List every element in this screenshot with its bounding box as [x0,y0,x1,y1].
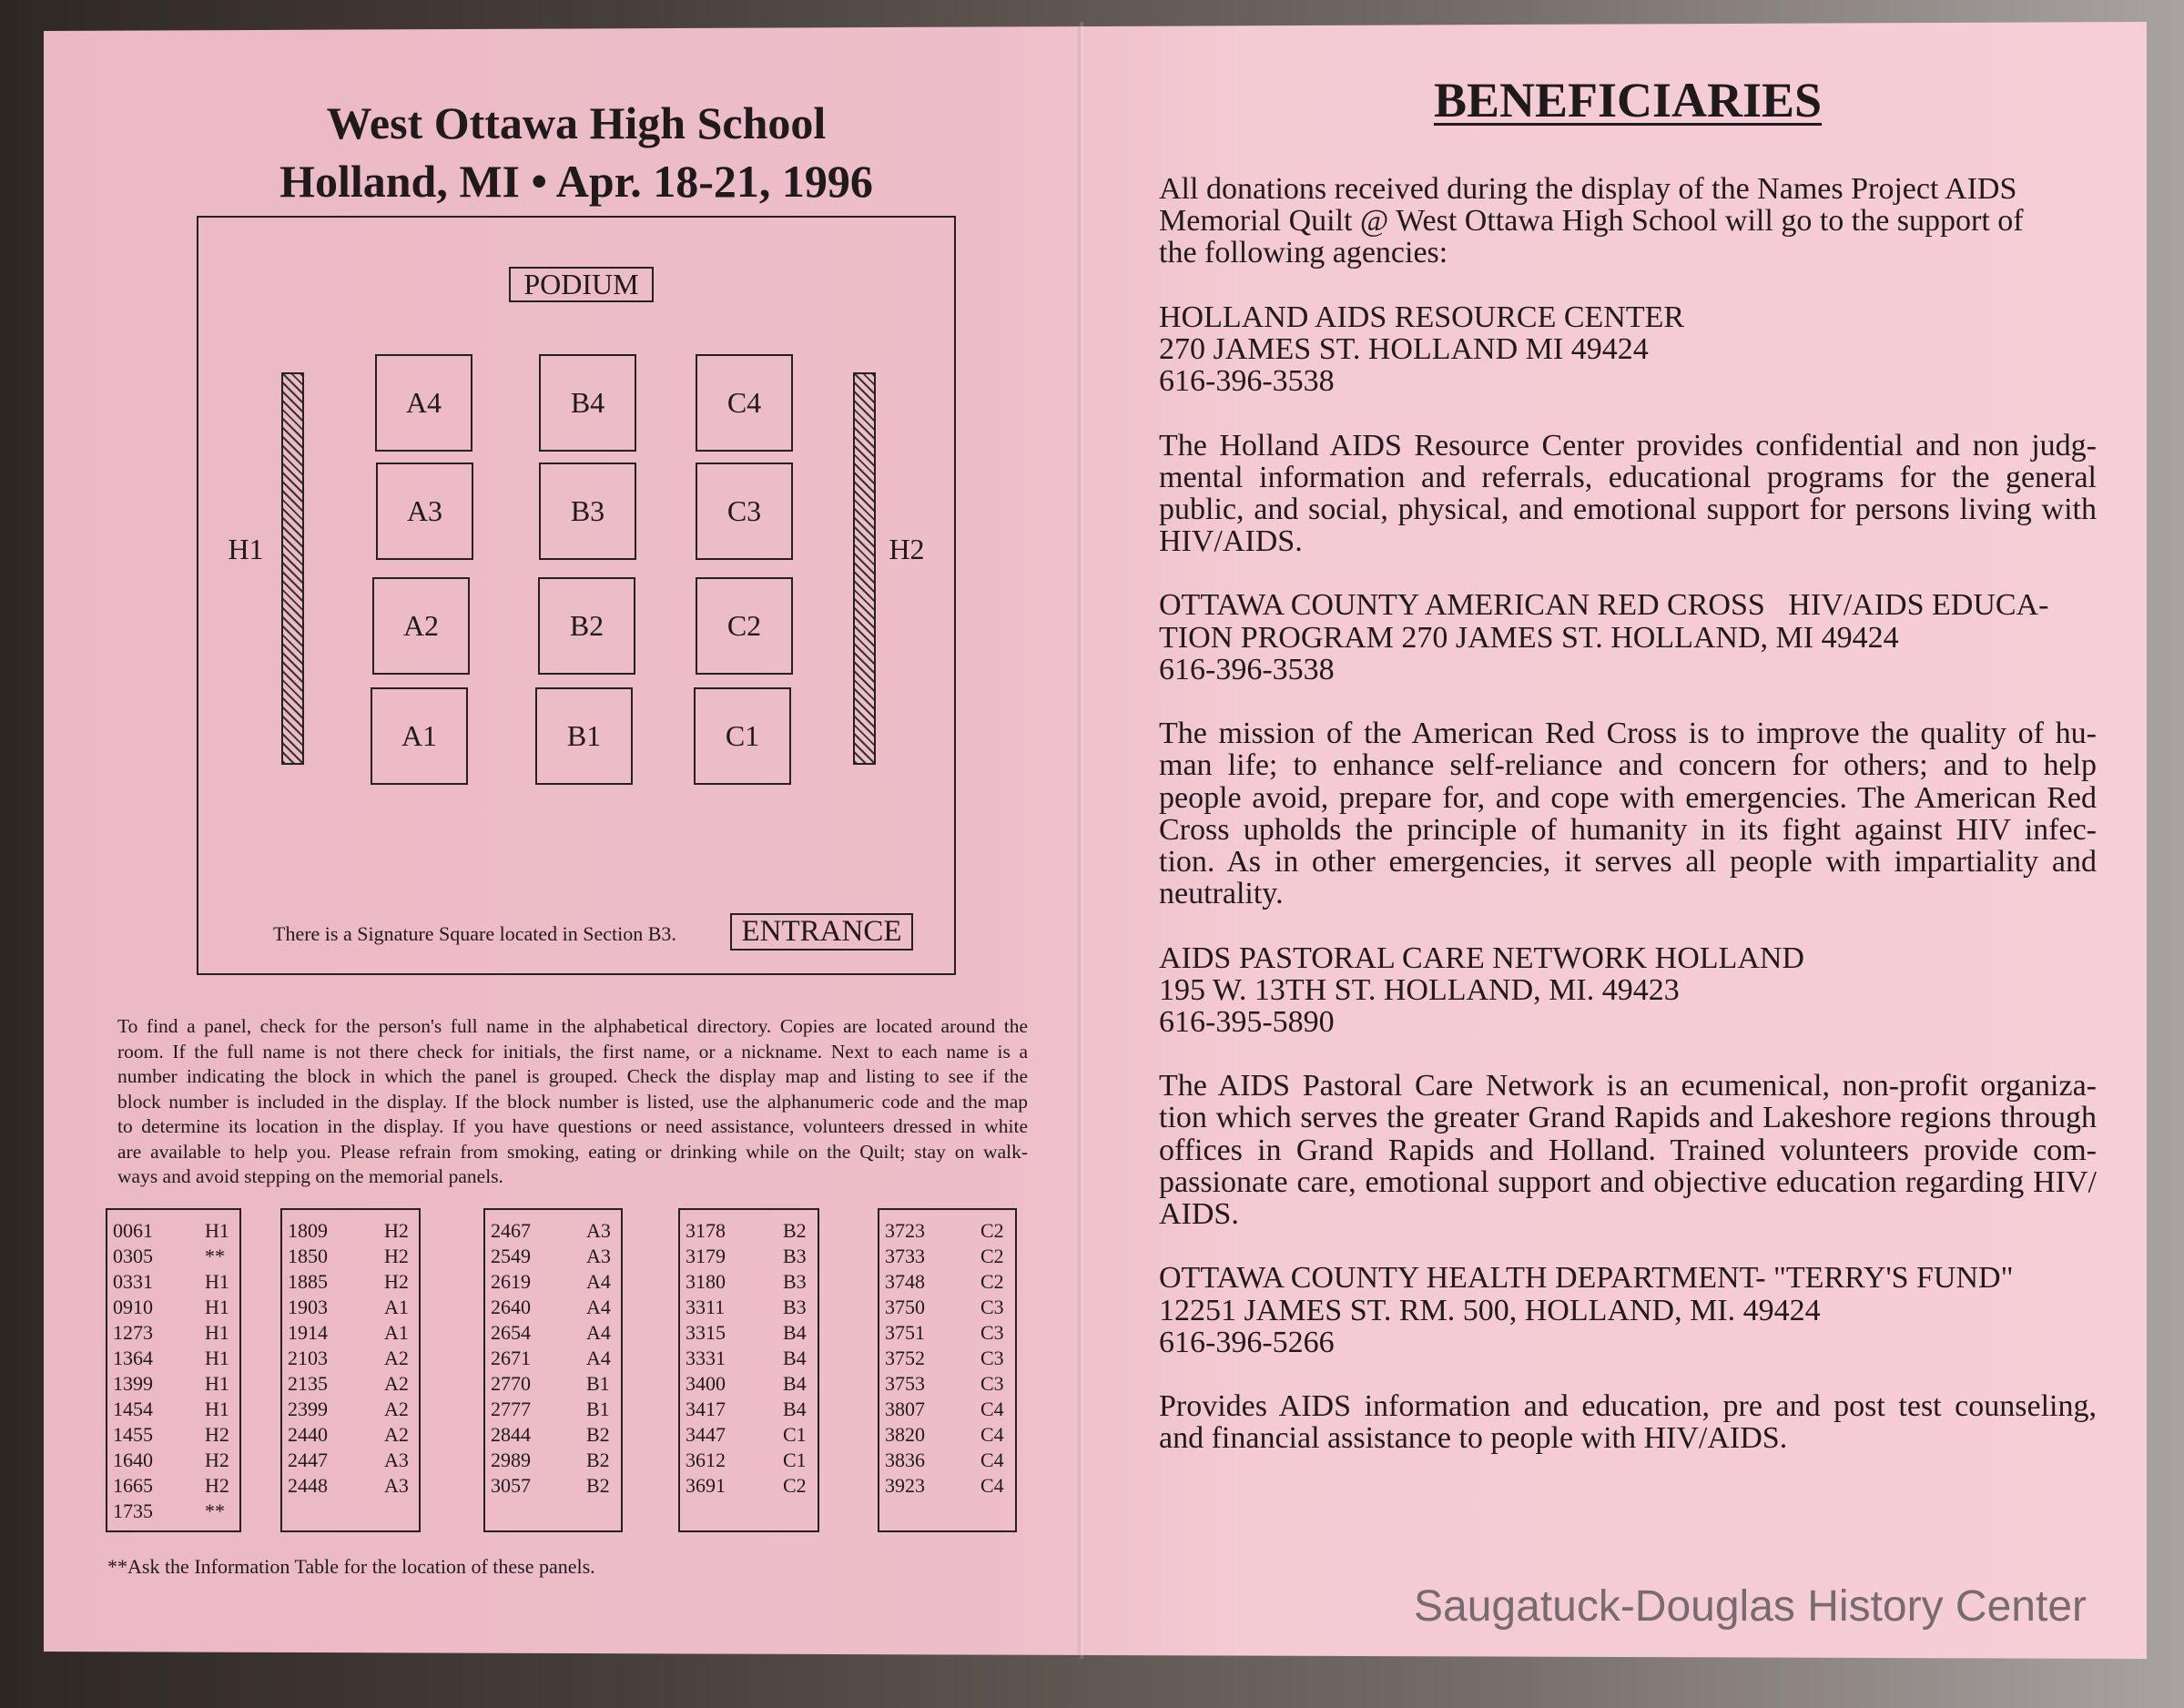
entrance-label: ENTRANCE [730,913,913,951]
walkway-h1-label: H1 [228,533,264,565]
block-code: A4 [586,1347,611,1369]
podium-label: PODIUM [509,267,654,302]
text-line: The mission of the American Red Cross is to improve the quality of hu- [1159,717,2097,751]
panel-number: 3752 [885,1347,925,1369]
directory-row [686,1244,810,1269]
block-code: H1 [205,1296,229,1318]
directory-row [686,1320,810,1346]
panel-number: 3447 [686,1423,726,1446]
directory-row [113,1295,232,1320]
agency-address [1159,301,2097,398]
text-line: people avoid, prepare for, and cope with emergencies. The American Red [1159,780,2097,815]
panel-number: 3748 [885,1270,925,1293]
directory-row [686,1422,810,1448]
text-line: mental information and referrals, educational programs for the general [1159,460,2097,494]
directory-row [288,1269,411,1295]
block-code: B3 [783,1296,807,1318]
block-code: A2 [384,1372,409,1395]
instruction-line: room. If the full name is not there check for initials, the first name, or a nickname. Next to each name is a [117,1040,1028,1062]
agency-description [1159,717,2097,910]
panel-number: 2135 [288,1372,328,1395]
panel-number: 1454 [113,1398,153,1420]
block-code: C4 [980,1449,1004,1471]
panel-number: 3400 [686,1372,726,1395]
block-code: A3 [586,1245,611,1267]
block-code: A1 [384,1296,409,1318]
directory-row [113,1244,232,1269]
instruction-line: To find a panel, check for the person's full name in the alphabetical directory. Copies are located around the [117,1015,1028,1037]
block-b4: B4 [539,354,636,452]
directory-row [491,1218,614,1244]
block-code: C2 [783,1474,807,1497]
directory-row [885,1218,1008,1244]
directory-row [113,1448,232,1473]
block-code: A3 [384,1449,409,1471]
block-code: A2 [384,1423,409,1446]
text-line: The Holland AIDS Resource Center provides confidential and non judg- [1159,428,2097,463]
directory-column [280,1208,421,1532]
event-title: West Ottawa High School [326,97,827,148]
directory-row [288,1346,411,1371]
block-c1: C1 [694,687,791,785]
floor-map [197,216,956,975]
block-c2: C2 [696,577,793,675]
block-code: B4 [783,1398,807,1420]
walkway-h2-bar [853,372,876,765]
block-code: C4 [980,1423,1004,1446]
panel-number: 3753 [885,1372,925,1395]
panel-number: 2440 [288,1423,328,1446]
block-code: A2 [384,1398,409,1420]
panel-number: 1850 [288,1245,328,1267]
directory-row [288,1218,411,1244]
block-code: H2 [384,1245,409,1267]
block-code: C4 [980,1398,1004,1420]
block-code: C3 [980,1347,1004,1369]
block-code: C2 [980,1270,1004,1293]
directory-column [483,1208,623,1532]
block-b2: B2 [538,577,635,675]
walkway-h1-bar [281,372,304,765]
block-code: C3 [980,1296,1004,1318]
panel-number: 3417 [686,1398,726,1420]
text-line: Provides AIDS information and education, pre and post test counseling, [1159,1389,2097,1424]
block-code: H1 [205,1347,229,1369]
directory-row [885,1320,1008,1346]
panel-number: 3612 [686,1449,726,1471]
directory-row [686,1397,810,1422]
block-code: B4 [783,1372,807,1395]
text-line: HOLLAND AIDS RESOURCE CENTER [1159,300,1685,334]
text-line: man life; to enhance self-reliance and concern for others; and to help [1159,748,2097,783]
block-code: ** [205,1245,225,1267]
block-code: A4 [586,1321,611,1344]
instruction-line: are available to help you. Please refrain from smoking, eating or drinking while on the Quilt; stay on walk- [117,1140,1028,1163]
block-a1: A1 [371,687,468,785]
event-location-date: Holland, MI • Apr. 18-21, 1996 [279,156,873,207]
agency-description [1159,1070,2097,1230]
panel-number: 3820 [885,1423,925,1446]
directory-row [491,1295,614,1320]
directory-row [113,1269,232,1295]
block-code: H1 [205,1219,229,1242]
directory-row [491,1346,614,1371]
block-code: A1 [384,1321,409,1344]
directory-row [491,1244,614,1269]
block-code: C2 [980,1245,1004,1267]
directory-column [878,1208,1017,1532]
block-a2: A2 [372,577,470,675]
text-line: AIDS. [1159,1197,1239,1231]
block-code: C2 [980,1219,1004,1242]
directory-row [686,1473,810,1499]
text-line: 616-395-5890 [1159,1004,1335,1039]
block-code: B2 [783,1219,807,1242]
intro-paragraph [1159,173,2097,269]
panel-number: 3733 [885,1245,925,1267]
directory-row [491,1371,614,1397]
text-line: the following agencies: [1159,236,1448,270]
panel-number: 1885 [288,1270,328,1293]
text-line: OTTAWA COUNTY AMERICAN RED CROSS HIV/AIDS EDUCA- [1159,588,2049,623]
panel-number: 1914 [288,1321,328,1344]
text-line: Memorial Quilt @ West Ottawa High School will go to the support of [1159,204,2024,239]
panel-number: 1455 [113,1423,153,1446]
watermark: Saugatuck-Douglas History Center [1413,1582,2087,1631]
panel-number: 2770 [491,1372,531,1395]
directory-row [113,1218,232,1244]
directory-row [686,1218,810,1244]
text-line: 616-396-3538 [1159,364,1335,399]
text-line: public, and social, physical, and emotional support for persons living with [1159,492,2097,526]
text-line: passionate care, emotional support and objective education regarding HIV/ [1159,1164,2097,1199]
text-line: AIDS PASTORAL CARE NETWORK HOLLAND [1159,940,1804,975]
panel-number: 2989 [491,1449,531,1471]
agency-description [1159,430,2097,558]
block-code: B4 [783,1347,807,1369]
block-code: B3 [783,1245,807,1267]
block-code: A3 [384,1474,409,1497]
panel-number: 2844 [491,1423,531,1446]
text-line: Cross upholds the principle of humanity in its fight against HIV infec- [1159,812,2097,847]
directory-row [885,1397,1008,1422]
panel-number: 1665 [113,1474,153,1497]
directory-row [113,1499,232,1524]
block-code: H1 [205,1270,229,1293]
panel-number: 3807 [885,1398,925,1420]
panel-number: 1364 [113,1347,153,1369]
directory-row [491,1448,614,1473]
directory-column [678,1208,819,1532]
instruction-line: ways and avoid stepping on the memorial panels. [117,1165,503,1187]
block-c3: C3 [696,463,793,560]
panel-number: 3315 [686,1321,726,1344]
directory-row [885,1295,1008,1320]
panel-number: 3311 [686,1296,726,1318]
directory-row [113,1371,232,1397]
block-a4: A4 [375,354,472,452]
text-line: The AIDS Pastoral Care Network is an ecumenical, non-profit organiza- [1159,1069,2097,1103]
block-a3: A3 [376,463,473,560]
directory-row [686,1269,810,1295]
block-code: A4 [586,1270,611,1293]
panel-number: 2448 [288,1474,328,1497]
panel-number: 3723 [885,1219,925,1242]
panel-number: 0061 [113,1219,153,1242]
directory-row [885,1448,1008,1473]
directory-row [885,1269,1008,1295]
agency-description [1159,1390,2097,1454]
block-code: H1 [205,1398,229,1420]
text-line: All donations received during the display of the Names Project AIDS [1159,172,2017,206]
agency-address [1159,589,2097,686]
block-code: H1 [205,1321,229,1344]
text-line: tion which serves the greater Grand Rapids and Lakeshore regions through [1159,1101,2097,1135]
panel-number: 3178 [686,1219,726,1242]
block-code: B1 [586,1372,610,1395]
panel-number: 1399 [113,1372,153,1395]
panel-number: 3057 [491,1474,531,1497]
directory-row [288,1320,411,1346]
directory-row [288,1422,411,1448]
text-line: 616-396-5266 [1159,1325,1335,1359]
block-code: B2 [586,1423,610,1446]
text-line: 195 W. 13TH ST. HOLLAND, MI. 49423 [1159,972,1680,1007]
directory-row [288,1448,411,1473]
panel-number: 1640 [113,1449,153,1471]
directory-row [113,1397,232,1422]
directory-row [288,1397,411,1422]
text-line: 270 JAMES ST. HOLLAND MI 49424 [1159,331,1649,366]
panel-number: 2447 [288,1449,328,1471]
block-code: C3 [980,1372,1004,1395]
panel-number: 2103 [288,1347,328,1369]
directory-row [491,1422,614,1448]
signature-square-note: There is a Signature Square located in Section B3. [273,922,676,945]
text-line: HIV/AIDS. [1159,524,1303,559]
panel-number: 3750 [885,1296,925,1318]
block-code: C3 [980,1321,1004,1344]
block-code: H2 [205,1474,229,1497]
panel-number: 2549 [491,1245,531,1267]
directory-footnote: **Ask the Information Table for the location of these panels. [107,1555,595,1578]
text-line: neutrality. [1159,877,1284,911]
directory-row [113,1422,232,1448]
panel-number: 2777 [491,1398,531,1420]
block-b1: B1 [535,687,633,785]
agency-address [1159,1262,2097,1358]
text-line: 12251 JAMES ST. RM. 500, HOLLAND, MI. 49424 [1159,1293,1821,1327]
directory-row [686,1448,810,1473]
text-line: offices in Grand Rapids and Holland. Trained volunteers provide com- [1159,1133,2097,1167]
block-b3: B3 [539,463,636,560]
text-line: TION PROGRAM 270 JAMES ST. HOLLAND, MI 49424 [1159,620,1899,655]
text-line: tion. As in other emergencies, it serves all people with impartiality and [1159,844,2097,879]
block-code: B3 [783,1270,807,1293]
block-code: B2 [586,1449,610,1471]
text-line: 616-396-3538 [1159,652,1335,686]
directory-row [491,1397,614,1422]
panel-number: 1903 [288,1296,328,1318]
directory-row [686,1371,810,1397]
beneficiaries-body [1159,173,2097,1487]
block-code: H2 [384,1219,409,1242]
panel-number: 3180 [686,1270,726,1293]
block-code: H2 [205,1449,229,1471]
directory-row [113,1473,232,1499]
panel-number: 3923 [885,1474,925,1497]
panel-number: 0305 [113,1245,153,1267]
block-code: C1 [783,1423,807,1446]
directory-row [885,1244,1008,1269]
block-c4: C4 [696,354,793,452]
directory-row [885,1346,1008,1371]
walkway-h2-label: H2 [889,533,925,565]
block-code: B1 [586,1398,610,1420]
directory-row [885,1473,1008,1499]
directory-row [288,1244,411,1269]
beneficiaries-heading: BENEFICIARIES [1433,73,1823,127]
text-line: and financial assistance to people with HIV/AIDS. [1159,1421,1788,1456]
instruction-line: to determine its location in the display. If you have questions or need assistance, volunteers dressed in white [117,1115,1028,1137]
panel-number: 1735 [113,1500,153,1522]
directory-row [288,1295,411,1320]
panel-number: 0910 [113,1296,153,1318]
panel-number: 1809 [288,1219,328,1242]
center-fold [1077,22,1084,1659]
directory-row [491,1320,614,1346]
panel-number: 2467 [491,1219,531,1242]
block-code: A4 [586,1296,611,1318]
panel-number: 2654 [491,1321,531,1344]
directory-row [288,1371,411,1397]
panel-number: 3836 [885,1449,925,1471]
block-code: B2 [586,1474,610,1497]
directory-row [885,1422,1008,1448]
panel-number: 2671 [491,1347,531,1369]
panel-number: 2619 [491,1270,531,1293]
instruction-line: block number is included in the display. If the block number is listed, use the alphanumeric code and the map [117,1090,1028,1113]
directory-row [491,1473,614,1499]
block-code: A3 [586,1219,611,1242]
block-code: H2 [384,1270,409,1293]
directory-row [288,1473,411,1499]
block-code: C4 [980,1474,1004,1497]
panel-number: 1273 [113,1321,153,1344]
panel-number: 3751 [885,1321,925,1344]
text-line: OTTAWA COUNTY HEALTH DEPARTMENT- "TERRY'S FUND" [1159,1261,2014,1296]
block-code: H2 [205,1423,229,1446]
panel-number: 3331 [686,1347,726,1369]
agency-address [1159,942,2097,1039]
block-code: C1 [783,1449,807,1471]
block-code: A2 [384,1347,409,1369]
block-code: B4 [783,1321,807,1344]
panel-number: 2640 [491,1296,531,1318]
block-code: ** [205,1500,225,1522]
instruction-line: number indicating the block in which the panel is grouped. Check the display map and listing to see if the [117,1065,1028,1087]
panel-number: 0331 [113,1270,153,1293]
block-code: H1 [205,1372,229,1395]
directory-column [106,1208,241,1532]
directory-row [885,1371,1008,1397]
panel-number: 3691 [686,1474,726,1497]
find-panel-instructions [117,1014,1028,1190]
directory-row [491,1269,614,1295]
directory-row [686,1346,810,1371]
directory-row [113,1320,232,1346]
directory-row [686,1295,810,1320]
panel-number: 2399 [288,1398,328,1420]
panel-number: 3179 [686,1245,726,1267]
directory-row [113,1346,232,1371]
